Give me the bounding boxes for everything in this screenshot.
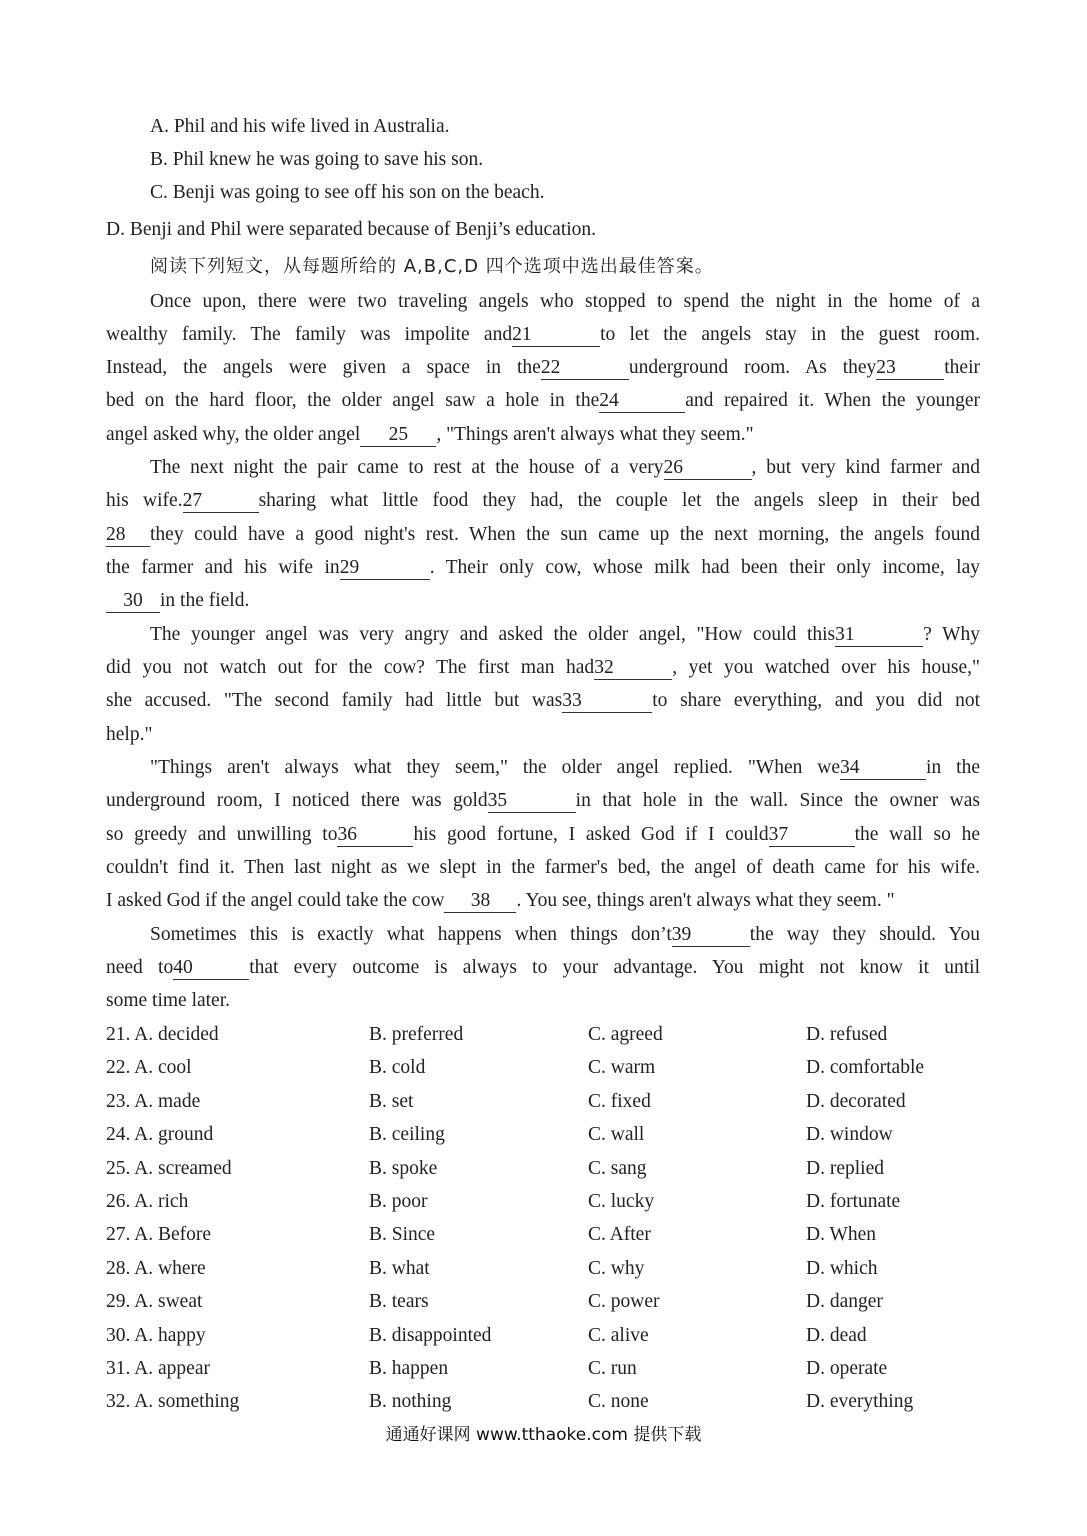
- options-row: [106, 1085, 1006, 1118]
- option-b: B. ceiling: [369, 1124, 445, 1146]
- option-d: D. refused: [806, 1024, 888, 1045]
- option-a: 23. A. made: [106, 1090, 201, 1112]
- option-c: C. lucky: [588, 1191, 655, 1212]
- option-b: B. what: [369, 1257, 430, 1279]
- option-c: C. none: [588, 1391, 649, 1413]
- option-d: D. When: [806, 1224, 877, 1246]
- blank-33: 33: [562, 690, 652, 713]
- blank-38: 38: [444, 890, 516, 913]
- blank-32: 32: [594, 657, 672, 680]
- option-a: 30. A. happy: [106, 1324, 206, 1346]
- option-a: A. Phil and his wife lived in Australia.: [150, 116, 450, 137]
- passage-line: couldn't find it. Then last night as we slept in the farmer's bed, the angel of death came for his wife.: [106, 857, 980, 878]
- option-d: D. replied: [806, 1157, 884, 1179]
- option-b: B. cold: [369, 1057, 426, 1079]
- option-a: 22. A. cool: [106, 1057, 192, 1079]
- option-d: D. dead: [806, 1324, 867, 1346]
- option-c: C. alive: [588, 1324, 649, 1346]
- option-d: D. danger: [806, 1291, 883, 1313]
- option-b: B. tears: [369, 1291, 429, 1313]
- option-a: 26. A. rich: [106, 1191, 189, 1212]
- options-row: [106, 1051, 1006, 1084]
- blank-35: 35: [488, 790, 576, 813]
- passage-line: "Things aren't always what they seem," the older angel replied. "When we34 in the: [150, 757, 980, 778]
- blank-21: 21: [512, 324, 600, 347]
- passage-line: 28 they could have a good night's rest. When the sun came up the next morning, the angels found: [106, 524, 980, 545]
- blank-34: 34: [840, 757, 926, 780]
- options-row: [106, 1252, 1006, 1285]
- option-a: 21. A. decided: [106, 1024, 219, 1045]
- option-b: B. preferred: [369, 1024, 464, 1045]
- passage-line: wealthy family. The family was impolite and21 to let the angels stay in the guest room.: [106, 324, 980, 345]
- passage-line: I asked God if the angel could take the cow 38 . You see, things aren't always what they seem. ": [106, 890, 895, 911]
- option-d: D. fortunate: [806, 1191, 901, 1212]
- passage-line: Sometimes this is exactly what happens when things don’t39 the way they should. You: [150, 924, 981, 945]
- option-c: C. run: [588, 1358, 637, 1379]
- option-b: B. poor: [369, 1191, 428, 1212]
- options-row: [106, 1218, 1006, 1251]
- blank-26: 26: [664, 457, 752, 480]
- option-a: 29. A. sweat: [106, 1291, 203, 1313]
- passage-line: so greedy and unwilling to36 his good fortune, I asked God if I could37 the wall so he: [106, 824, 980, 845]
- options-row: [106, 1018, 1006, 1051]
- passage-line: bed on the hard floor, the older angel saw a hole in the24 and repaired it. When the younger: [106, 390, 980, 411]
- options-row: [106, 1319, 1006, 1352]
- passage-line: The next night the pair came to rest at the house of a very26 , but very kind farmer and: [150, 457, 980, 478]
- passage-line: need to40 that every outcome is always to your advantage. You might not know it until: [106, 957, 980, 978]
- option-c: C. fixed: [588, 1090, 651, 1112]
- option-b: B. happen: [369, 1358, 449, 1379]
- option-a: 28. A. where: [106, 1257, 206, 1279]
- option-b: B. disappointed: [369, 1324, 492, 1346]
- option-d: D. everything: [806, 1391, 914, 1413]
- option-c: C. why: [588, 1257, 645, 1279]
- option-a: 32. A. something: [106, 1391, 240, 1413]
- option-b: B. set: [369, 1090, 414, 1112]
- passage-line: the farmer and his wife in29 . Their only cow, whose milk had been their only income, lay: [106, 557, 980, 578]
- option-b: B. nothing: [369, 1391, 452, 1413]
- options-row: [106, 1152, 1006, 1185]
- option-c: C. After: [588, 1224, 651, 1246]
- footer-credit: 通通好课网 www.tthaoke.com 提供下载: [385, 1425, 702, 1445]
- passage-line: did you not watch out for the cow? The first man had32 , yet you watched over his house,": [106, 657, 980, 678]
- passage-line: Once upon, there were two traveling angels who stopped to spend the night in the home of a: [150, 291, 980, 312]
- option-a: 24. A. ground: [106, 1124, 214, 1146]
- blank-31: 31: [835, 624, 923, 647]
- option-d: D. decorated: [806, 1090, 906, 1112]
- option-d: D. operate: [806, 1358, 888, 1379]
- option-a: 25. A. screamed: [106, 1157, 232, 1179]
- passage-line: help.": [106, 724, 153, 745]
- blank-28: 28: [106, 524, 150, 547]
- passage-line: 30 in the field.: [106, 584, 249, 617]
- blank-36: 36: [337, 824, 413, 847]
- blank-30: 30: [106, 590, 160, 613]
- options-row: [106, 1185, 1006, 1218]
- section-instruction: 阅读下列短文，从每题所给的 A,B,C,D 四个选项中选出最佳答案。: [150, 256, 714, 277]
- passage-line: some time later.: [106, 990, 231, 1011]
- option-d: D. window: [806, 1124, 893, 1146]
- option-c: C. Benji was going to see off his son on the beach.: [150, 182, 545, 203]
- passage-line: The younger angel was very angry and asked the older angel, "How could this31 ? Why: [150, 624, 980, 645]
- option-b: B. Since: [369, 1224, 436, 1246]
- blank-39: 39: [672, 924, 750, 947]
- option-a: 27. A. Before: [106, 1224, 212, 1246]
- blank-23: 23: [876, 357, 944, 380]
- passage-line: Instead, the angels were given a space in the22 underground room. As they23 their: [106, 357, 980, 378]
- option-c: C. power: [588, 1291, 660, 1313]
- options-row: [106, 1385, 1006, 1418]
- blank-24: 24: [599, 390, 685, 413]
- option-d: D. comfortable: [806, 1057, 925, 1079]
- option-d: D. Benji and Phil were separated because of Benji’s education.: [106, 219, 597, 240]
- blank-22: 22: [541, 357, 629, 380]
- blank-27: 27: [183, 490, 259, 513]
- passage-line: angel asked why, the older angel 25 , "Things aren't always what they seem.": [106, 424, 754, 445]
- option-c: C. wall: [588, 1124, 645, 1146]
- options-row: [106, 1118, 1006, 1151]
- options-row: [106, 1285, 1006, 1318]
- blank-37: 37: [769, 824, 855, 847]
- blank-40: 40: [173, 957, 249, 980]
- option-c: C. agreed: [588, 1024, 663, 1045]
- option-b: B. spoke: [369, 1157, 438, 1179]
- passage-line: his wife.27 sharing what little food they had, the couple let the angels sleep in their bed: [106, 490, 980, 511]
- passage-line: she accused. "The second family had little but was33 to share everything, and you did not: [106, 690, 980, 711]
- passage-line: underground room, I noticed there was gold35 in that hole in the wall. Since the owner was: [106, 790, 980, 811]
- option-b: B. Phil knew he was going to save his son.: [150, 149, 484, 170]
- option-d: D. which: [806, 1257, 878, 1279]
- blank-29: 29: [340, 557, 430, 580]
- option-c: C. sang: [588, 1157, 647, 1179]
- options-row: [106, 1352, 1006, 1385]
- option-c: C. warm: [588, 1057, 656, 1079]
- option-a: 31. A. appear: [106, 1358, 210, 1379]
- blank-25: 25: [360, 424, 436, 447]
